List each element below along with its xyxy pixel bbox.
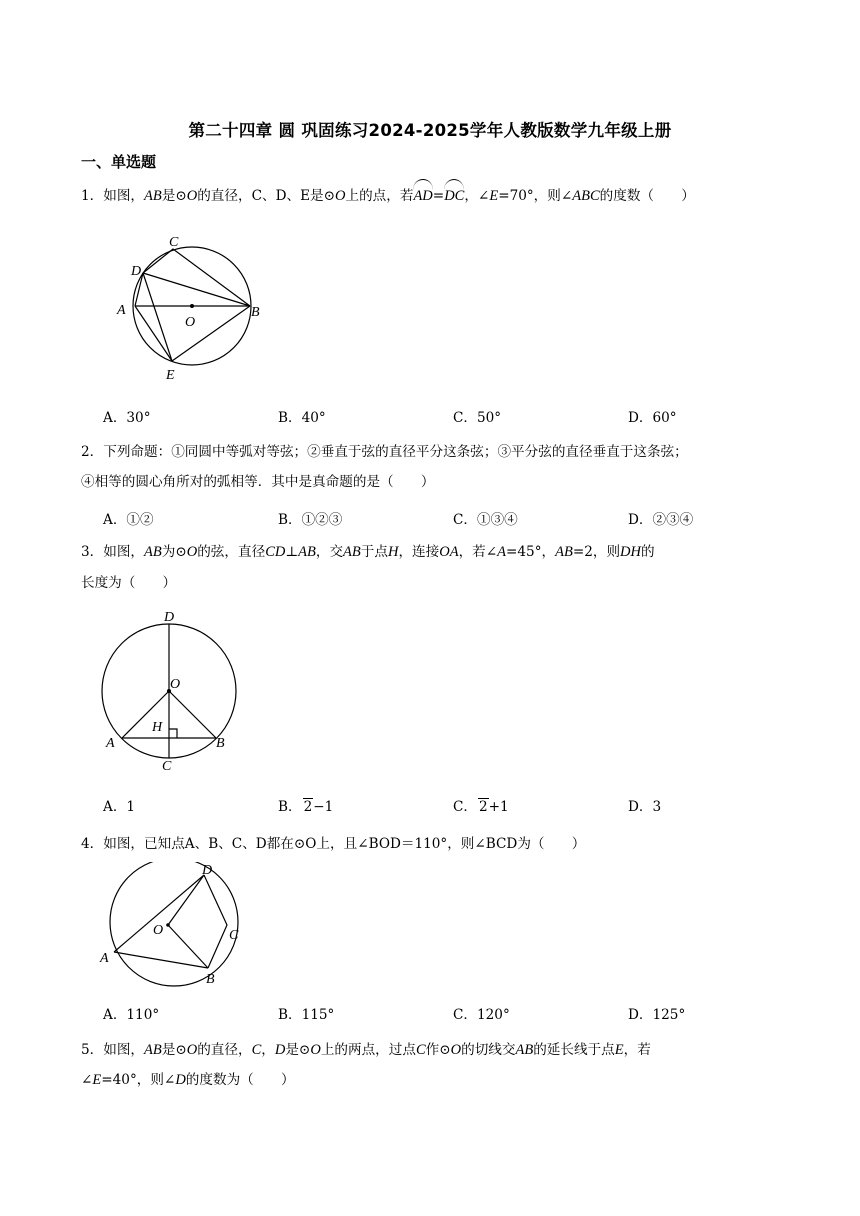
label-o: O <box>153 923 164 938</box>
label-a: A <box>100 951 109 966</box>
label-a: A <box>106 736 115 751</box>
label-h: H <box>152 720 163 735</box>
label-o: O <box>170 677 181 692</box>
question-3-line-2: 长度为（ ） <box>81 575 177 591</box>
q2-option-c[interactable]: C．①③④ <box>453 512 518 528</box>
label-d: D <box>202 863 213 878</box>
q2-option-d[interactable]: D．②③④ <box>628 512 694 528</box>
label-e: E <box>166 368 175 383</box>
label-b: B <box>251 305 260 320</box>
arc-dc: DC <box>444 188 465 204</box>
q1-option-d[interactable]: D．60° <box>628 410 677 426</box>
q1-option-b[interactable]: B．40° <box>278 410 326 426</box>
label-o: O <box>185 315 196 330</box>
section-heading: 一、单选题 <box>81 153 157 171</box>
question-4-text: 4．如图，已知点A、B、C、D都在⊙O上，且∠BOD＝110°，则∠BCD为（ ） <box>81 836 586 852</box>
q3-option-a[interactable]: A．1 <box>103 799 136 815</box>
question-2-line-2: ④相等的圆心角所对的弧相等．其中是真命题的是（ ） <box>81 474 435 490</box>
q2-option-a[interactable]: A．①② <box>103 512 154 528</box>
question-3-figure <box>92 606 252 774</box>
label-c: C <box>229 928 239 943</box>
label-d: D <box>164 610 175 625</box>
question-2-line-1: 2．下列命题：①同圆中等弧对等弦；②垂直于弦的直径平分这条弦；③平分弦的直径垂直于这条弦； <box>81 444 688 460</box>
q4-option-b[interactable]: B．115° <box>278 1007 335 1023</box>
label-b: B <box>206 972 215 987</box>
question-4-figure <box>96 862 256 992</box>
question-3-line-1: 3．如图，AB为⊙O的弦，直径CD⊥AB，交AB于点H，连接OA，若∠A=45°，AB=2，则DH的 <box>81 544 655 560</box>
label-d: D <box>131 264 142 279</box>
label-b: B <box>216 736 225 751</box>
q4-option-d[interactable]: D．125° <box>628 1007 686 1023</box>
arc-ad: AD <box>413 188 433 204</box>
q3-option-b[interactable]: B． 2−1 <box>278 799 334 815</box>
page-title: 第二十四章 圆 巩固练习2024-2025学年人教版数学九年级上册 <box>188 121 672 140</box>
q4-option-a[interactable]: A．110° <box>103 1007 160 1023</box>
label-a: A <box>117 303 126 318</box>
q1-option-a[interactable]: A．30° <box>103 410 151 426</box>
q2-option-b[interactable]: B．①②③ <box>278 512 343 528</box>
question-5-line-1: 5．如图，AB是⊙O的直径，C，D是⊙O上的两点，过点C作⊙O的切线交AB的延长线于点E，若 <box>81 1042 651 1058</box>
q3-option-c[interactable]: C． 2+1 <box>453 799 509 815</box>
q4-option-c[interactable]: C．120° <box>453 1007 510 1023</box>
question-1-text: 1．如图，AB是⊙O的直径，C、D、E是⊙O上的点，若AD=DC，∠E=70°，则∠ABC的度数（ ） <box>81 188 695 204</box>
q1-option-c[interactable]: C．50° <box>453 410 502 426</box>
question-1-figure <box>110 228 270 388</box>
label-c: C <box>162 759 172 774</box>
q3-option-d[interactable]: D．3 <box>628 799 662 815</box>
label-c: C <box>169 235 179 250</box>
question-5-line-2: ∠E=40°，则∠D的度数为（ ） <box>81 1072 295 1088</box>
